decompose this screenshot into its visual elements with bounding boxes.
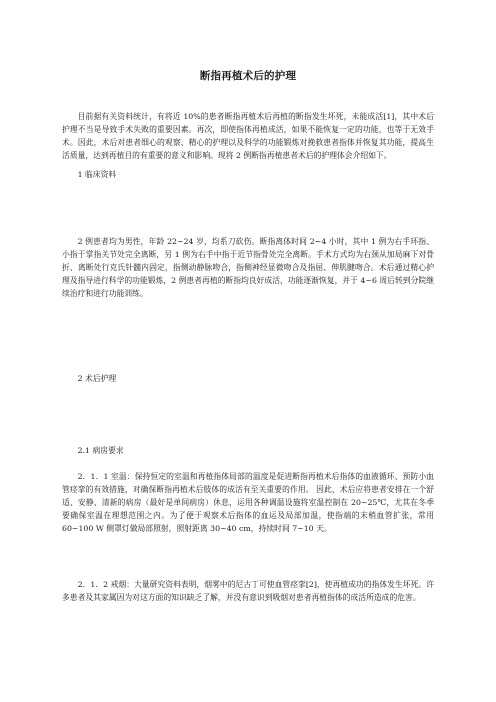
section-2-1-heading: 2.1 病房要求 <box>77 446 124 455</box>
section-1-paragraph: 2 例患者均为男性，年龄 22~24 岁，均系刀砍伤。断指离体时间 2~4 小时，其中 1 例为右手环指、小指于掌指关节处完全离断，另 1 例为右手中指于近节指骨处完全离断。手术方式均为右颈从加局麻下对骨折、离断处行克氏针髓内固定，指侧动静脉吻合，指侧神经显微吻合及指屈、伸肌腱吻合。术后通过精心护理及指导进行科学的功能锻炼，2 例患者再植的断指均良好成活，功能逐渐恢复，并于 4~6 周后转到分院继续治疗和进行功能训练。 <box>62 237 434 298</box>
intro-paragraph: 目前据有关资料统计，有将近 10%的患者断指再植术后再植的断指发生坏死，未能成活[1]，其中术后护理不当是导致手术失败的重要因素。再次，即使指体再植成活，如果不能恢复一定的功能，也等于无效手术。因此，术后对患者细心的观察、精心的护理以及科学的功能锻炼对挽救患者指体并恢复其功能，提高生活质量，达到再植目的有重要的意义和影响。现将 2 例断指再植患者术后的护理体会介绍如下。 <box>62 112 434 160</box>
section-2-1-1-paragraph: 2．1．1 室温：保持恒定的室温和再植指体局部的温度是促进断指再植术后指体的血液循环、预防小血管痉挛的有效措施，对确保断指再植术后肢体的成活有至关重要的作用。 因此，术后应将患者安排在一个舒适、安静、清新的病房（最好是单间病房）休息，运用各种调温设施将室温控制在 20~25℃，尤其在冬季要确保室温在理想范围之内。为了便于观察术后指体的血运及局部加温，使指端的末梢血管扩张，常用 60~100 W 侧罩灯做局部照射，照射距离 30~40 cm，持续时间 7~10 天。 <box>62 472 434 533</box>
document-title: 断指再植术后的护理 <box>199 70 297 82</box>
section-1-heading: 1 临床资料 <box>77 170 117 179</box>
section-2-heading: 2 术后护理 <box>77 374 117 383</box>
section-2-1-2-paragraph: 2．1．2 戒烟：大量研究资料表明，烟雾中的尼古丁可使血管痉挛[2]，使再植成功的指体发生坏死。许多患者及其家属因为对这方面的知识缺乏了解，并没有意识到吸烟对患者再植指体的成活所造成的危害。 <box>62 580 434 602</box>
